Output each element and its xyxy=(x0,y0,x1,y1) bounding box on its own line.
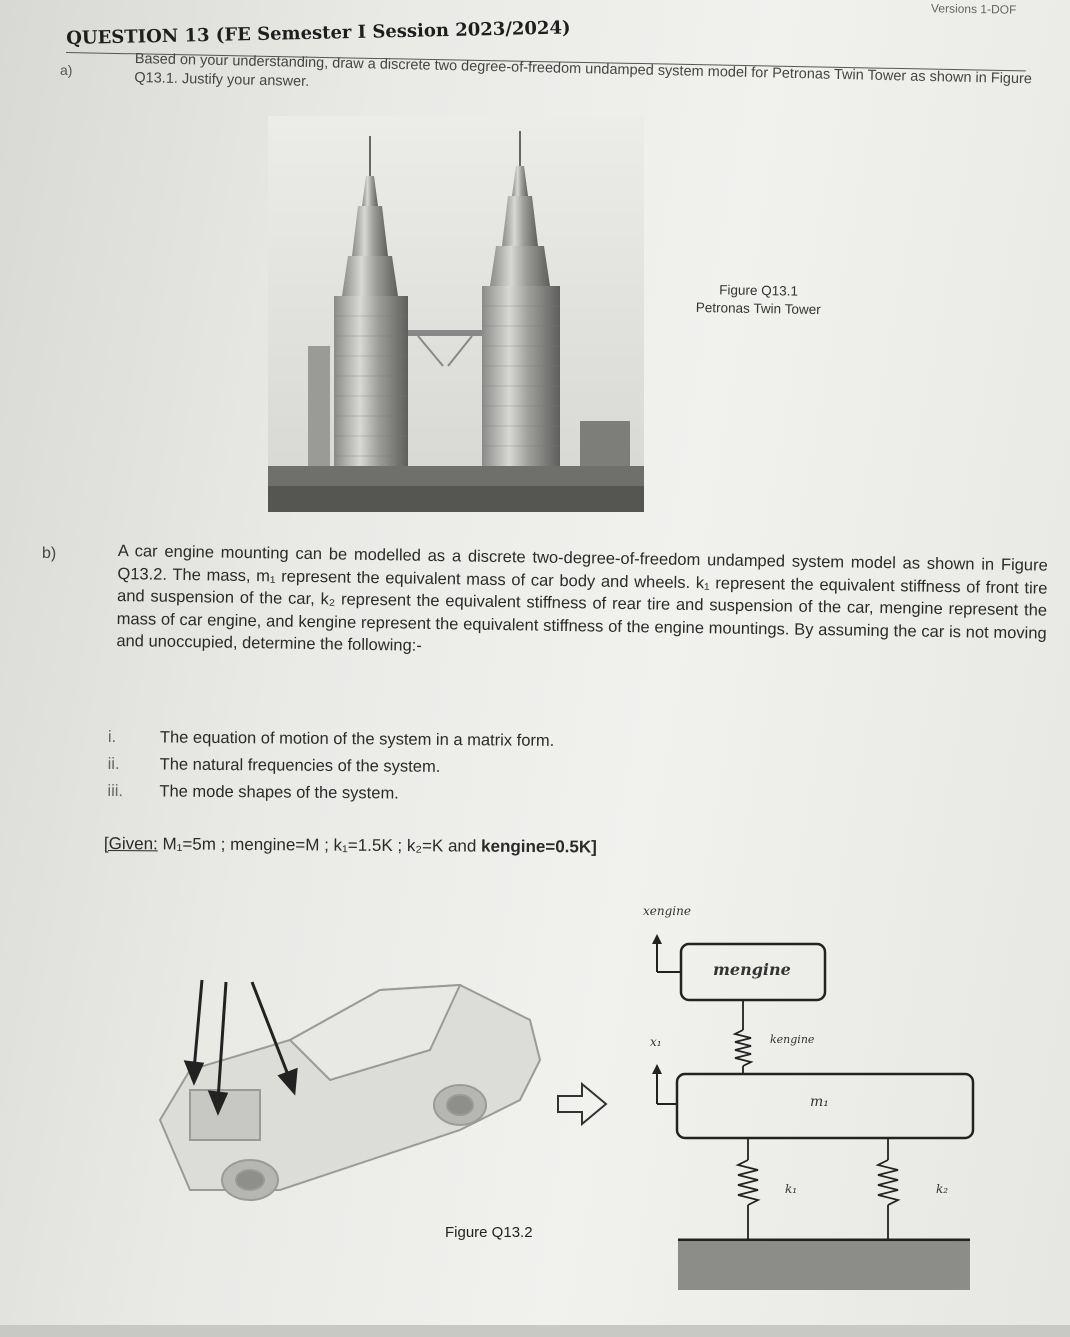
figure-q13-1-number: Figure Q13.1 xyxy=(719,282,799,299)
question-title: QUESTION 13 (FE Semester I Session 2023/2024) xyxy=(66,17,571,49)
list-item xyxy=(108,728,555,759)
part-a-label: a) xyxy=(60,62,73,78)
figure-q13-1-title: Petronas Twin Tower xyxy=(695,299,821,318)
given-bold-text: kengine=0.5K] xyxy=(481,836,597,857)
list-item-text: The natural frequencies of the system. xyxy=(159,755,441,776)
x-engine-label: xengine xyxy=(643,904,691,918)
ground-block xyxy=(678,1242,970,1290)
m1-label: m₁ xyxy=(810,1094,829,1110)
figure-q13-2-caption: Figure Q13.2 xyxy=(445,1224,533,1241)
list-item-text: The mode shapes of the system. xyxy=(159,782,399,803)
k1-label: k₁ xyxy=(785,1182,798,1196)
twin-tower-illustration xyxy=(268,116,644,512)
m-engine-label: mengine xyxy=(713,960,791,979)
task-list xyxy=(107,728,554,813)
k2-label: k₂ xyxy=(936,1182,949,1196)
list-item-number: i. xyxy=(107,728,117,747)
bottom-margin xyxy=(0,1325,1070,1337)
given-values xyxy=(104,834,597,857)
list-item xyxy=(108,755,555,786)
header-tag: Versions 1-DOF xyxy=(930,1,1017,17)
k2-spring xyxy=(878,1138,898,1240)
given-prefix: [Given: xyxy=(103,834,158,854)
part-b-label: b) xyxy=(42,545,57,562)
car-engine-mount-diagram xyxy=(130,890,1030,1310)
part-a-text: Based on your understanding, draw a discrete two degree-of-freedom undamped system model for Petronas Twin Tower as shown in Figure Q13.1. Justify your answer. xyxy=(134,50,1033,90)
hollow-right-arrow xyxy=(558,1084,606,1124)
list-item-number: iii. xyxy=(107,781,124,801)
x1-label: x₁ xyxy=(650,1035,662,1049)
list-item xyxy=(107,782,554,813)
given-text: M₁=5m ; mengine=M ; k₁=1.5K ; k₂=K and xyxy=(157,834,482,856)
part-b-text: A car engine mounting can be modelled as a discrete two-degree-of-freedom undamped system model as shown in Figure Q13.2. The mass, m₁ represent the equivalent mass of car body and wheels. k₁ represent the equivalent stiffness of front tire and suspension of the car, k₂ represent the equivalent stiffness of rear tire and suspension of the car, mengine represent the mass of car engine, and kengine represent the equivalent stiffness of the engine mountings. By assuming the car is not moving and unoccupied, determine the following:- xyxy=(116,541,1048,655)
k-engine-label: kengine xyxy=(770,1033,815,1046)
k1-spring xyxy=(738,1138,758,1240)
list-item-number: ii. xyxy=(107,754,120,774)
figure-q13-2 xyxy=(130,890,1030,1310)
figure-q13-1-caption xyxy=(696,281,821,319)
petronas-photo xyxy=(268,116,644,512)
engine-spring xyxy=(735,1000,751,1074)
list-item-text: The equation of motion of the system in a matrix form. xyxy=(159,728,555,750)
